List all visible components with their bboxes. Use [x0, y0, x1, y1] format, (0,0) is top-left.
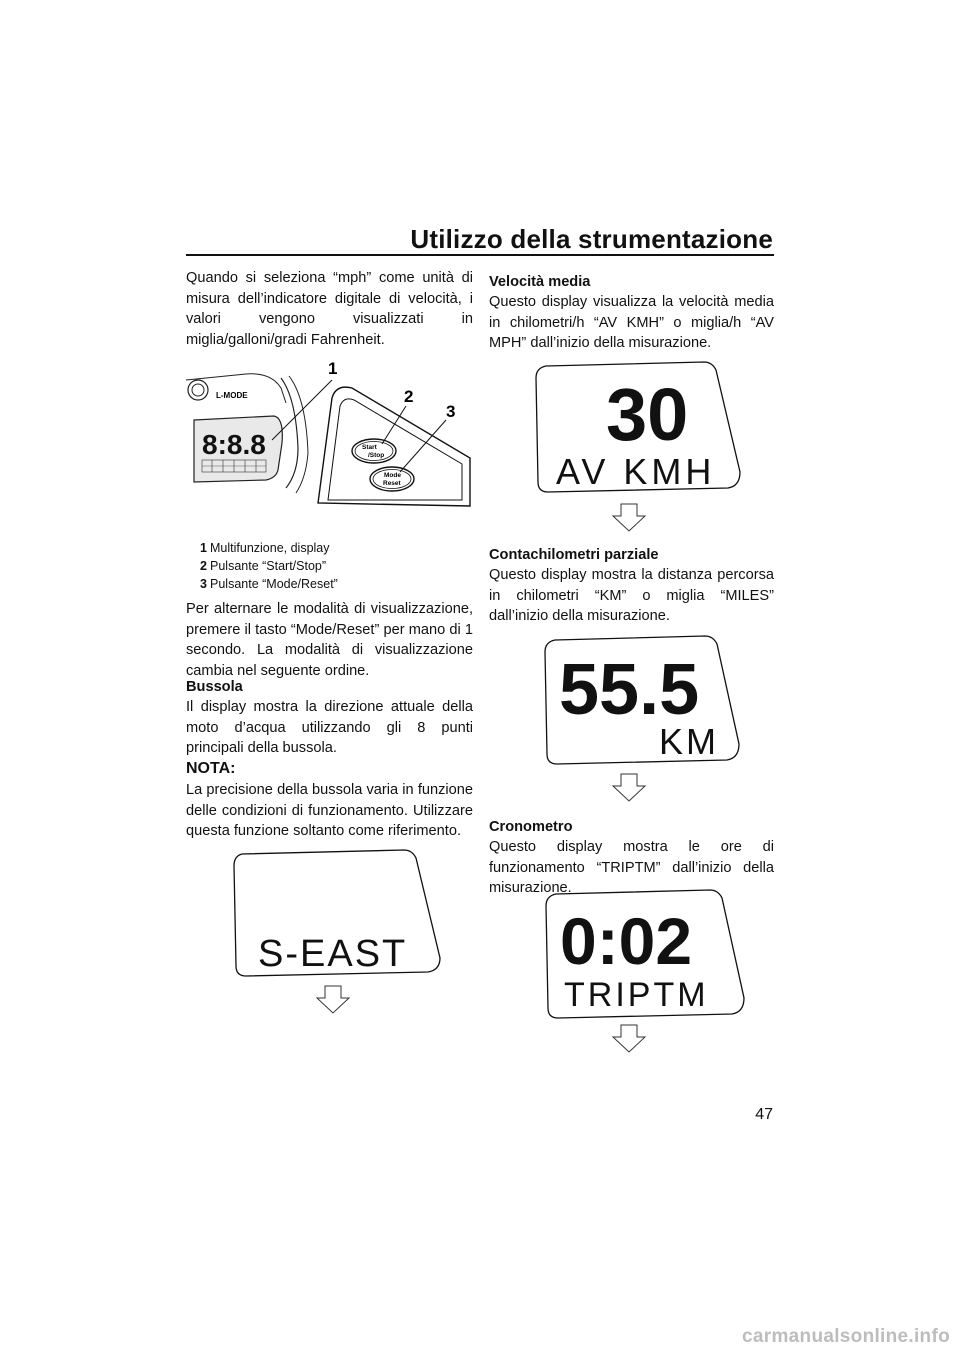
contachilometri-paragraph: Questo display mostra la distanza percorsa in chilometri “KM” o miglia “MILES” dall’inizio della misurazione. — [489, 567, 774, 624]
trip-time-label: TRIPTM — [564, 976, 709, 1014]
cronometro-heading: Cronometro — [489, 819, 573, 835]
average-speed-label: AV KMH — [556, 451, 716, 492]
callout-3: 3 — [446, 402, 456, 421]
trip-meter-lcd — [541, 634, 741, 768]
trip-meter-label: KM — [659, 721, 719, 762]
mode-reset-button[interactable] — [370, 467, 414, 491]
mode-paragraph: Per alternare le modalità di visualizzazione, premere il tasto “Mode/Reset” per mano di 1 secondo. La modalità di visualizzazione cambia nel seguente ordine. — [186, 601, 473, 679]
caption-1 — [200, 539, 330, 557]
intro-paragraph: Quando si seleziona “mph” come unità di misura dell’indicatore digitale di velocità, i valori vengono visualizzati in miglia/galloni/gradi Fahrenheit. — [186, 270, 473, 348]
caption-2 — [200, 557, 326, 575]
trip-meter-value: 55.5 — [559, 650, 700, 730]
title-rule — [186, 254, 774, 256]
bussola-paragraph: Il display mostra la direzione attuale della moto d’acqua utilizzando gli 8 punti principali della bussola. — [186, 699, 473, 756]
footer-watermark: carmanualsonline.info — [742, 1326, 950, 1347]
lmode-knob-icon — [188, 380, 208, 400]
compass-value: S-EAST — [258, 933, 408, 975]
bussola-heading: Bussola — [186, 679, 243, 695]
down-arrow-icon — [611, 503, 647, 533]
caption-text: Pulsante “Mode/Reset” — [210, 577, 338, 591]
callout-2: 2 — [404, 387, 414, 406]
caption-num: 2 — [200, 559, 207, 573]
lmode-label: L-MODE — [216, 391, 248, 400]
start-btn-line2: /Stop — [368, 452, 385, 459]
caption-3 — [200, 575, 338, 593]
start-stop-button[interactable] — [352, 439, 396, 463]
velocita-heading: Velocità media — [489, 274, 591, 290]
caption-num: 1 — [200, 541, 207, 555]
mode-btn-line1: Mode — [384, 472, 401, 479]
callout-1: 1 — [328, 359, 338, 378]
trip-time-lcd — [542, 888, 746, 1022]
page-number: 47 — [755, 1106, 773, 1123]
multifunction-display — [194, 416, 282, 482]
velocita-paragraph: Questo display visualizza la velocità media in chilometri/h “AV KMH” o miglia/h “AV MPH” dall’inizio della misurazione. — [489, 294, 774, 351]
control-panel-figure — [186, 358, 473, 538]
contachilometri-heading: Contachilometri parziale — [489, 547, 659, 563]
compass-lcd — [228, 848, 442, 980]
mode-btn-line2: Reset — [383, 480, 401, 487]
page-title: Utilizzo della strumentazione — [410, 224, 773, 254]
nota-paragraph: La precisione della bussola varia in funzione delle condizioni di funzionamento. Utilizzare questa funzione soltanto come riferimento. — [186, 782, 473, 839]
nota-heading: NOTA: — [186, 760, 236, 777]
caption-num: 3 — [200, 577, 207, 591]
caption-text: Multifunzione, display — [210, 541, 330, 555]
lcd-digits: 8:8.8 — [202, 429, 266, 460]
caption-text: Pulsante “Start/Stop” — [210, 559, 327, 573]
down-arrow-icon — [611, 1024, 647, 1054]
average-speed-value: 30 — [606, 373, 689, 456]
down-arrow-icon — [611, 773, 647, 803]
cronometro-paragraph: Questo display mostra le ore di funzionamento “TRIPTM” dall’inizio della misurazione. — [489, 839, 774, 896]
trip-time-value: 0:02 — [560, 904, 693, 978]
start-btn-line1: Start — [362, 444, 377, 451]
down-arrow-icon — [315, 985, 351, 1015]
average-speed-lcd — [532, 360, 742, 496]
